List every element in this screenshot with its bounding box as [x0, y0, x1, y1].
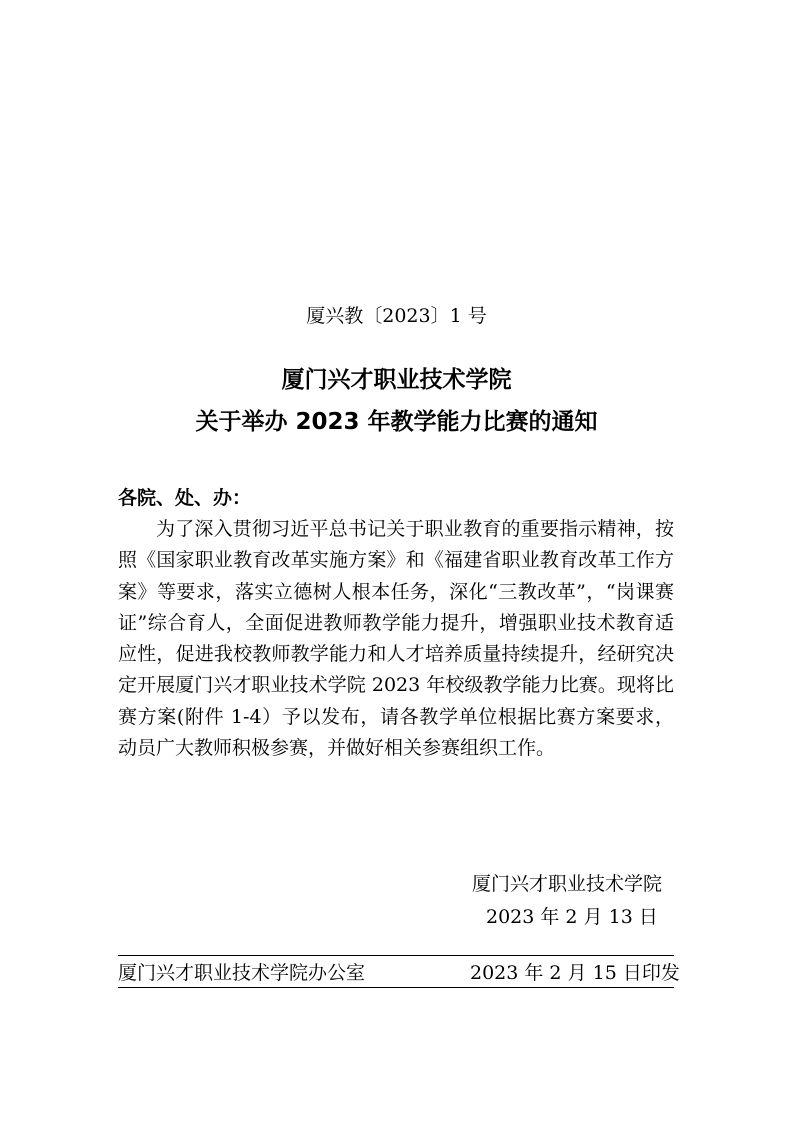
footer-issuing-office: 厦门兴才职业技术学院办公室 — [118, 962, 366, 984]
document-number: 厦兴教〔2023〕1 号 — [306, 305, 487, 327]
signature-date: 2023 年 2 月 13 日 — [486, 906, 658, 928]
salutation: 各院、处、办： — [118, 487, 252, 509]
document-title-line1: 厦门兴才职业技术学院 — [281, 367, 512, 393]
footer-bottom-rule — [118, 987, 674, 988]
footer-top-rule — [118, 955, 674, 956]
footer-issue-date: 2023 年 2 月 15 日印发 — [470, 962, 680, 984]
document-title-line2: 关于举办 2023 年教学能力比赛的通知 — [195, 409, 598, 435]
body-paragraph: 为了深入贯彻习近平总书记关于职业教育的重要指示精神，按照《国家职业教育改革实施方案》和《福建省职业教育改革工作方案》等要求，落实立德树人根本任务，深化“三教改革”，“岗课赛证”综合育人，全面促进教师教学能力提升，增强职业技术教育适应性，促进我校教师教学能力和人才培养质量持续提升，经研究决定开展厦门兴才职业技术学院 2023 年校级教学能力比赛。现将比赛方案(附件 1-4）予以发布，请各教学单位根据比赛方案要求，动员广大教师积极参赛，并做好相关参赛组织工作。 — [118, 518, 674, 760]
signature-organization: 厦门兴才职业技术学院 — [472, 873, 663, 895]
